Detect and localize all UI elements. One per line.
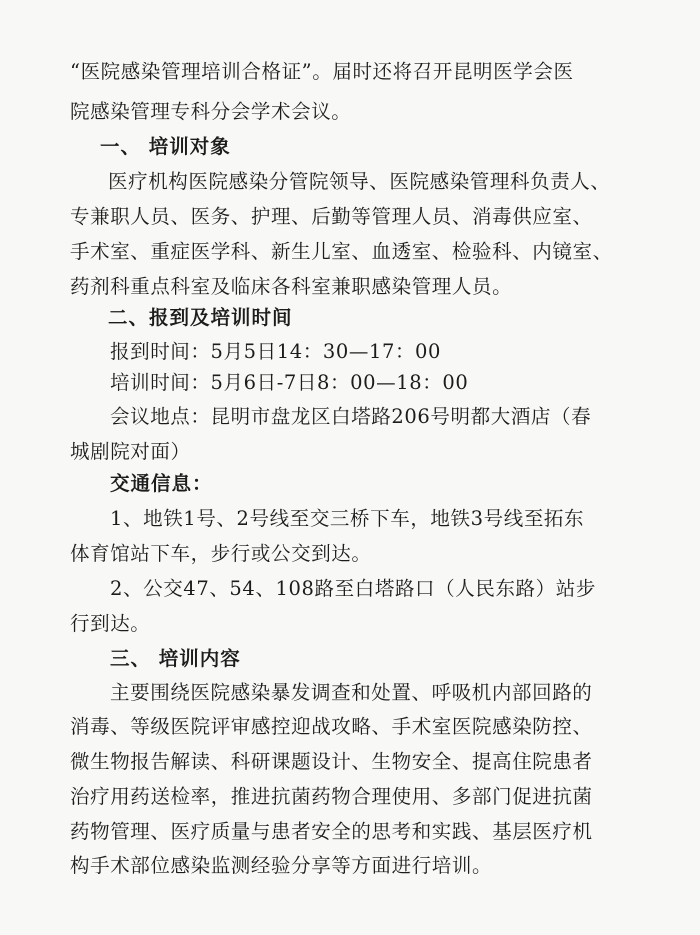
- section-heading-training-target: 一、 培训对象: [100, 135, 231, 158]
- section-heading-registration-time: 二、报到及培训时间: [108, 306, 293, 329]
- registration-time: 报到时间：5月5日14：30—17：00: [110, 340, 442, 363]
- training-content-5: 药物管理、医疗质量与患者安全的思考和实践、基层医疗机: [70, 820, 593, 843]
- training-content-1: 主要围绕医院感染暴发调查和处置、呼吸机内部回路的: [110, 681, 593, 704]
- training-content-2: 消毒、等级医院评审感控迎战攻略、手术室医院感染防控、: [70, 715, 593, 738]
- body-line-target-3: 手术室、重症医学科、新生儿室、血透室、检验科、内镜室、: [70, 240, 613, 263]
- body-line-target-1: 医疗机构医院感染分管院领导、医院感染管理科负责人、: [108, 170, 611, 193]
- body-line-meeting: 院感染管理专科分会学术会议。: [70, 100, 352, 123]
- meeting-location: 会议地点：昆明市盘龙区白塔路206号明都大酒店（春: [110, 405, 592, 428]
- body-line-target-4: 药剂科重点科室及临床各科室兼职感染管理人员。: [70, 275, 513, 298]
- training-content-3: 微生物报告解读、科研课题设计、生物安全、提高住院患者: [70, 750, 593, 773]
- transport-metro: 1、地铁1号、2号线至交三桥下车，地铁3号线至拓东: [110, 507, 585, 530]
- transport-bus: 2、公交47、54、108路至白塔路口（人民东路）站步: [110, 577, 596, 600]
- body-line-certificate: “医院感染管理培训合格证”。届时还将召开昆明医学会医: [70, 60, 574, 83]
- training-time: 培训时间：5月6日-7日8：00—18：00: [110, 371, 469, 394]
- transport-bus-continued: 行到达。: [70, 612, 151, 635]
- transport-metro-continued: 体育馆站下车，步行或公交到达。: [70, 542, 372, 565]
- training-content-4: 治疗用药送检率，推进抗菌药物合理使用、多部门促进抗菌: [70, 785, 593, 808]
- training-content-6: 构手术部位感染监测经验分享等方面进行培训。: [70, 854, 493, 877]
- body-line-target-2: 专兼职人员、医务、护理、后勤等管理人员、消毒供应室、: [70, 205, 593, 228]
- transport-heading: 交通信息：: [110, 472, 213, 495]
- section-heading-training-content: 三、 培训内容: [110, 647, 241, 670]
- meeting-location-continued: 城剧院对面）: [70, 440, 191, 463]
